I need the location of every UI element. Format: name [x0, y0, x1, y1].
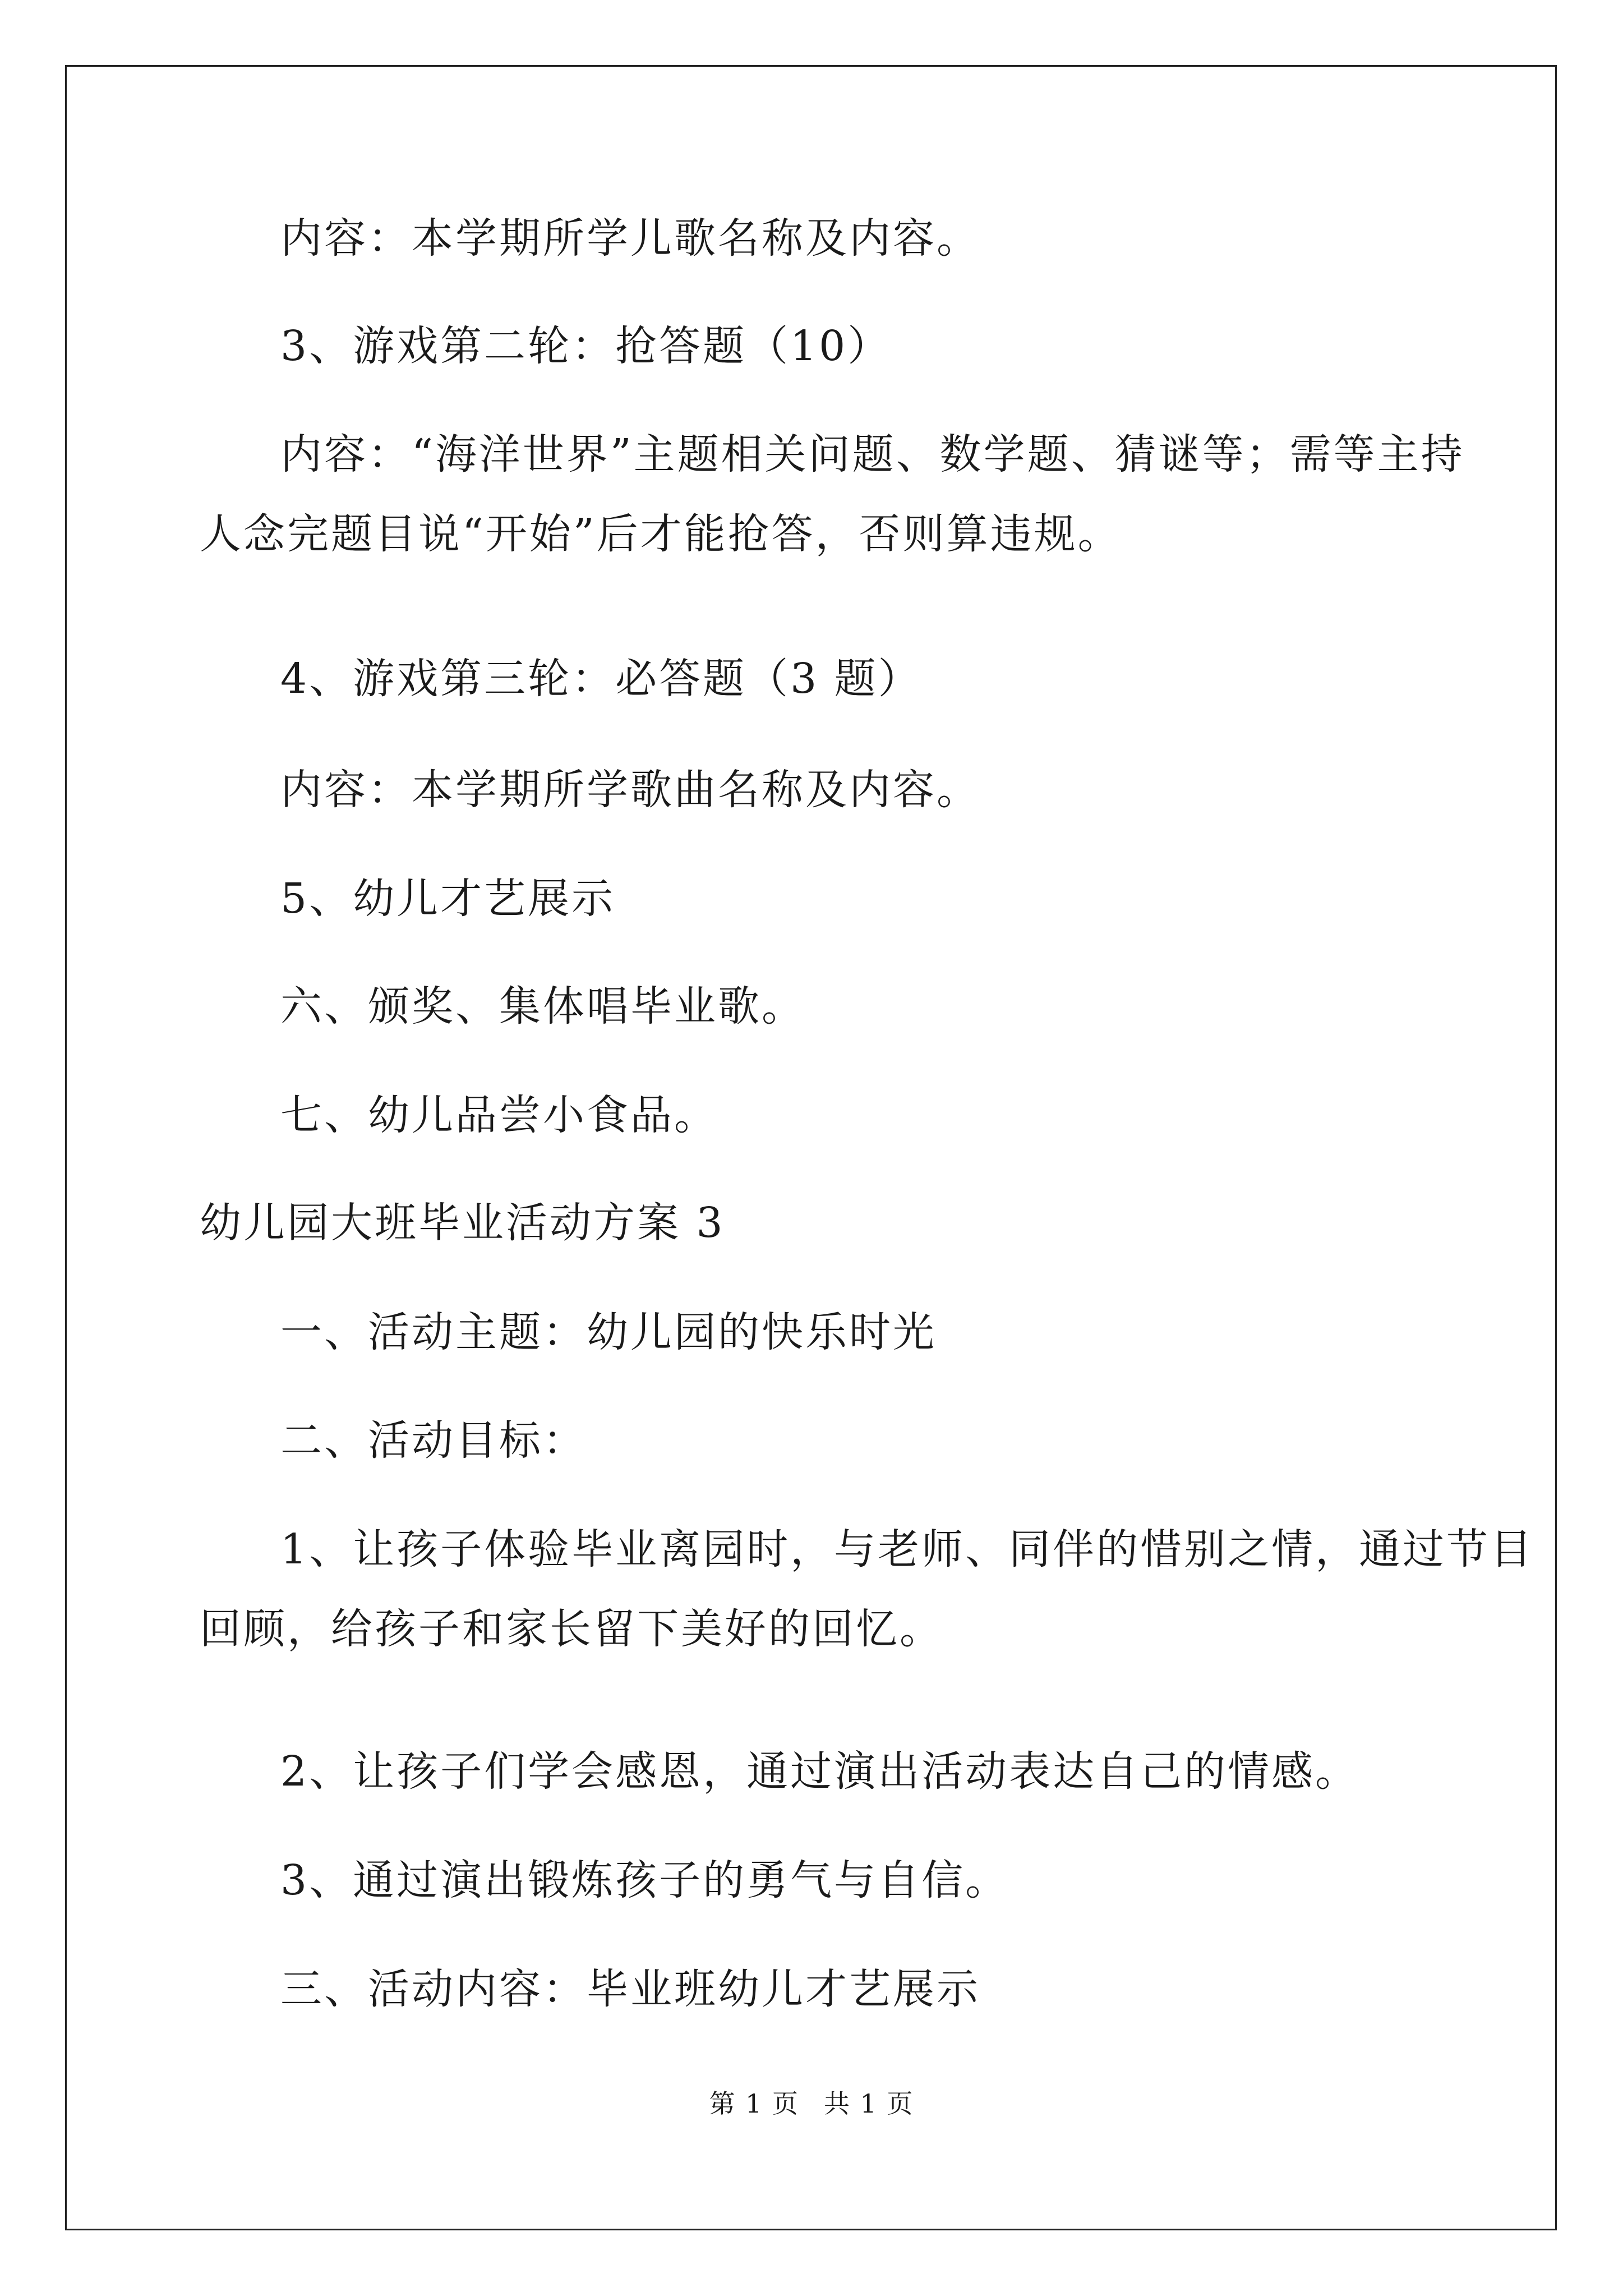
paragraph-line: 5、幼儿才艺展示 [280, 875, 616, 923]
paragraph-line: 内容：“海洋世界”主题相关问题、数学题、猜谜等；需等主持 [280, 430, 1465, 478]
paragraph-line: 2、让孩子们学会感恩，通过演出活动表达自己的情感。 [280, 1747, 1359, 1796]
paragraph-line: 二、活动目标： [280, 1416, 587, 1465]
paragraph-line: 内容：本学期所学歌曲名称及内容。 [280, 766, 980, 814]
page-total: 共 1 页 [824, 2088, 914, 2119]
paragraph-line: 三、活动内容：毕业班幼儿才艺展示 [280, 1965, 980, 2013]
paragraph-line: 一、活动主题：幼儿园的快乐时光 [280, 1308, 937, 1356]
paragraph-line: 七、幼儿品尝小食品。 [280, 1091, 718, 1139]
section-heading: 幼儿园大班毕业活动方案 3 [200, 1199, 725, 1247]
paragraph-line: 4、游戏第三轮：必答题（3 题） [280, 655, 922, 703]
paragraph-line: 1、让孩子体验毕业离园时，与老师、同伴的惜别之情，通过节目 [280, 1525, 1534, 1573]
paragraph-line: 3、通过演出锻炼孩子的勇气与自信。 [280, 1856, 1009, 1904]
paragraph-line: 内容：本学期所学儿歌名称及内容。 [280, 214, 980, 263]
page-number: 第 1 页 [709, 2088, 799, 2119]
paragraph-line: 人念完题目说“开始”后才能抢答，否则算违规。 [200, 510, 1122, 558]
paragraph-line: 回顾，给孩子和家长留下美好的回忆。 [200, 1605, 943, 1653]
paragraph-line: 六、颁奖、集体唱毕业歌。 [280, 982, 805, 1030]
page-footer [0, 2087, 1623, 2120]
paragraph-line: 3、游戏第二轮：抢答题（10） [280, 322, 892, 370]
